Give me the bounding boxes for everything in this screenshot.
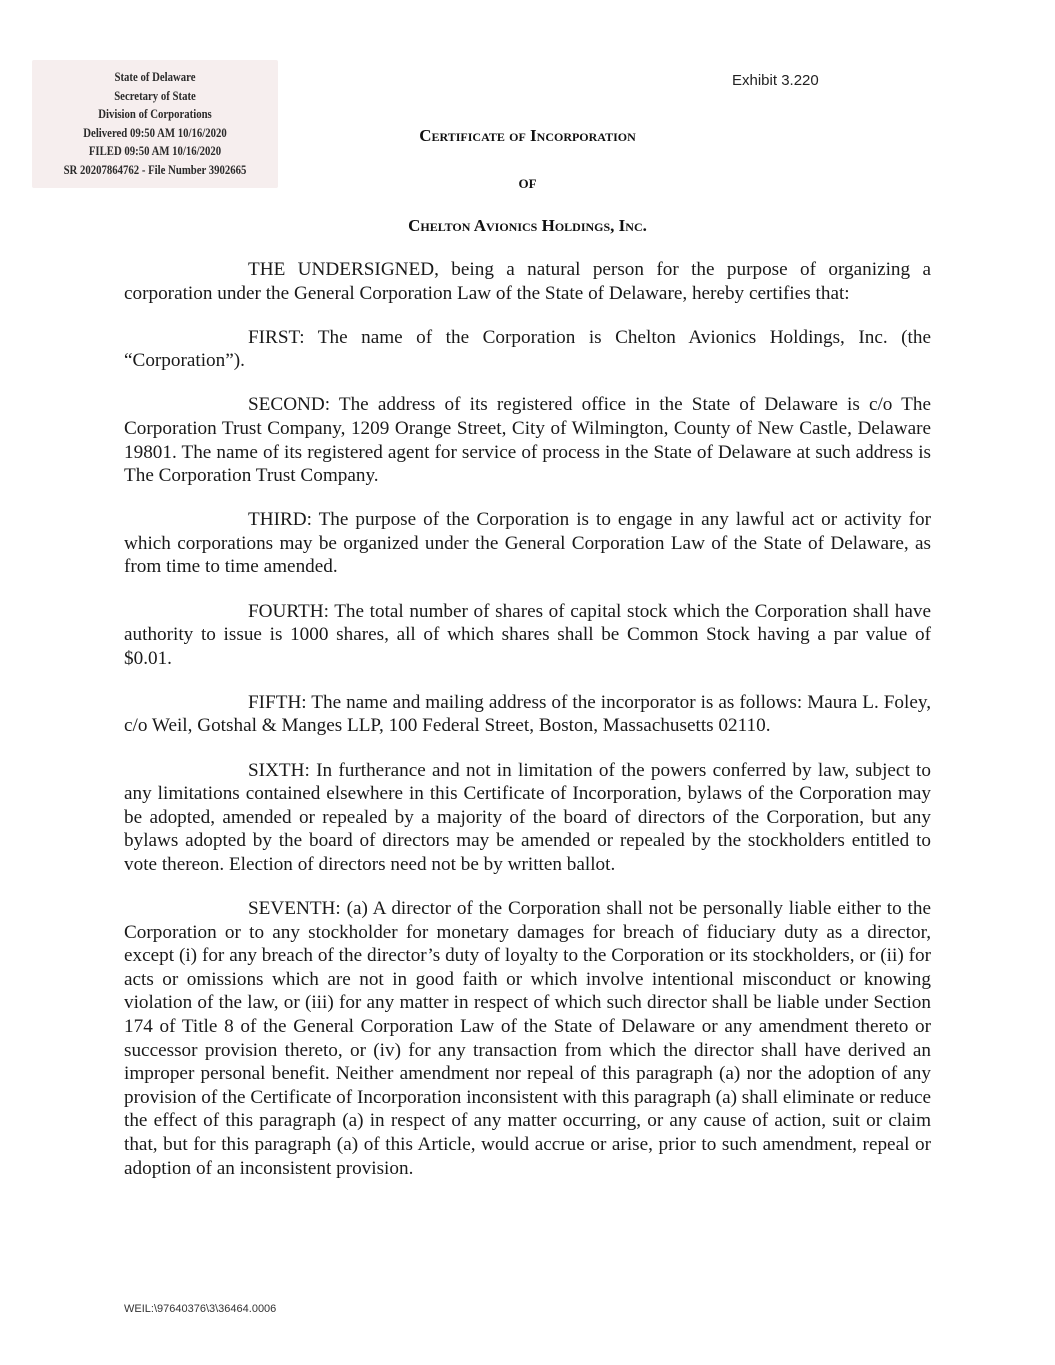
filing-stamp [32,60,278,188]
paragraph-preamble: THE UNDERSIGNED, being a natural person for the purpose of organizing a corporation under the General Corporation Law of the State of Delaware, hereby certifies that: [124,259,931,304]
paragraph-second: SECOND: The address of its registered office in the State of Delaware is c/o The Corporation Trust Company, 1209 Orange Street, City of Wilmington, County of New Castle, Delaware 19801. The name of its registered agent for service of process in the State of Delaware at such address is The Corporation Trust Company. [124,394,931,487]
paragraph-sixth: SIXTH: In furtherance and not in limitation of the powers conferred by law, subject to any limitations contained elsewhere in this Certificate of Incorporation, bylaws of the Corporation may be adopted, amended or repealed by a majority of the board of directors of the Corporation, but any bylaws adopted by the board of directors may be amended or repealed by the stockholders entitled to vote thereon. Election of directors need not be by written ballot. [124,759,931,875]
stamp-line: SR 20207864762 - File Number 3902665 [63,162,247,177]
stamp-line: State of Delaware [114,70,196,84]
exhibit-label: Exhibit 3.220 [732,72,819,89]
paragraph-first: FIRST: The name of the Corporation is Chelton Avionics Holdings, Inc. (the “Corporation”). [124,326,931,372]
paragraph-third: THIRD: The purpose of the Corporation is to engage in any lawful act or activity for which corporations may be organized under the General Corporation Law of the State of Delaware, as from time to time amended. [124,509,931,578]
document-title: Certificate of Incorporation [419,126,636,145]
document-footer-id: WEIL:\97640376\3\36464.0006 [124,1303,277,1315]
stamp-line: Secretary of State [114,88,196,103]
document-body [124,258,931,1201]
title-of: OF [518,176,537,191]
stamp-line: FILED 09:50 AM 10/16/2020 [88,144,222,158]
stamp-line: Delivered 09:50 AM 10/16/2020 [83,125,227,140]
paragraph-seventh: SEVENTH: (a) A director of the Corporation shall not be personally liable either to the Corporation or to any stockholder for monetary damages for breach of fiduciary duty as a director, except (i) for any breach of the director’s duty of loyalty to the Corporation or its stockholders, or (ii) for acts or omissions which are not in good faith or which involve intentional misconduct or knowing violation of the law, or (iii) for any matter in respect of which such director shall be liable under Section 174 of Title 8 of the General Corporation Law of the State of Delaware or any amendment thereto or successor provision thereto, or (iv) for any transaction from which the director shall have derived an improper personal benefit. Neither amendment nor repeal of this paragraph (a) nor the adoption of any provision of the Certificate of Incorporation inconsistent with this paragraph (a) shall eliminate or reduce the effect of this paragraph (a) in respect of any matter occurring, or any cause of action, suit or claim that, but for this paragraph (a) of this Article, would accrue or arise, prior to such amendment, repeal or adoption of an inconsistent provision. [124,897,931,1179]
paragraph-fifth: FIFTH: The name and mailing address of the incorporator is as follows: Maura L. Foley, c/o Weil, Gotshal & Manges LLP, 100 Federal Street, Boston, Massachusetts 02110. [124,691,931,737]
stamp-line: Division of Corporations [98,107,212,121]
company-name-heading: Chelton Avionics Holdings, Inc. [408,216,647,235]
paragraph-fourth: FOURTH: The total number of shares of capital stock which the Corporation shall have authority to issue is 1000 shares, all of which shares shall be Common Stock having a par value of $0.01. [124,600,931,669]
